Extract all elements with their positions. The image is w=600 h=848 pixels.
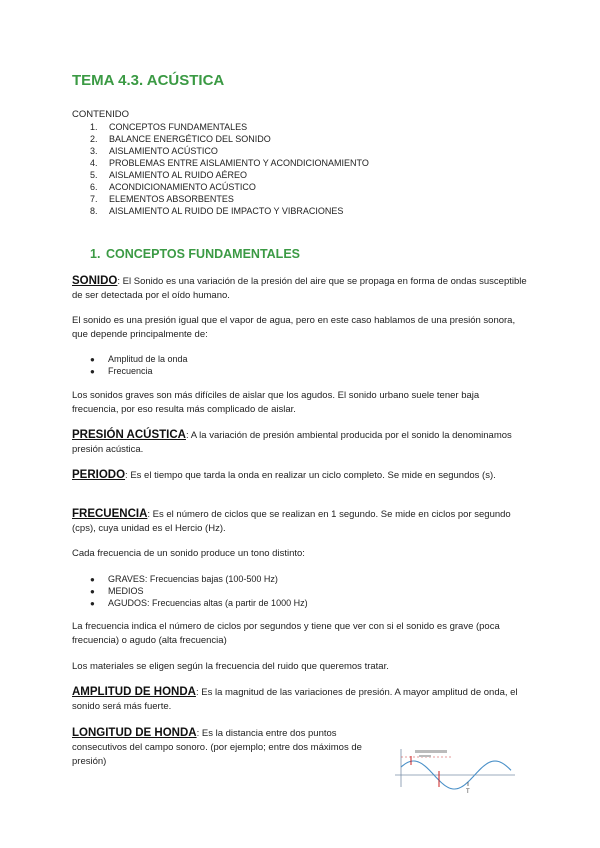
contents-item: 1. CONCEPTOS FUNDAMENTALES [90,122,248,132]
contents-list [90,121,369,217]
longitud-definition: LONGITUD DE HONDA: Es la distancia entre dos puntos consecutivos del campo sonoro. (por ejemplo; entre dos máximos de presión) [72,727,362,767]
contents-heading: CONTENIDO [72,109,129,120]
graves-paragraph: Los sonidos graves son más difíciles de aislar que los agudos. El sonido urbano suele tener baja frecuencia, por eso resulta más complicado de aislar. [72,390,480,415]
sonido-paragraph: El sonido es una presión igual que el vapor de agua, pero en este caso hablamos de una presión sonora, que depende principalmente de: [72,315,516,340]
term-sonido: SONIDO [72,275,118,287]
contents-item: 2. BALANCE ENERGÉTICO DEL SONIDO [90,134,271,144]
wave-annotation-sublabel [419,755,431,757]
term-longitud: LONGITUD DE HONDA [72,727,197,739]
list-item: ● MEDIOS [90,586,144,596]
contents-item: 3. AISLAMIENTO ACÚSTICO [90,146,218,156]
list-item: ● Amplitud de la onda [90,354,188,364]
contents-item: 6. ACONDICIONAMIENTO ACÚSTICO [90,182,256,192]
amplitud-definition: AMPLITUD DE HONDA: Es la magnitud de las variaciones de presión. A mayor amplitud de onda, el sonido será más fuerte. [72,686,518,712]
sonido-definition: SONIDO: El Sonido es una variación de la presión del aire que se propaga en forma de ondas susceptible de ser detectada por el oído humano. [72,275,527,301]
term-periodo: PERIODO [72,469,126,481]
sound-wave-diagram [393,745,518,795]
frecuencia-definition: FRECUENCIA: Es el número de ciclos que se realizan en 1 segundo. Se mide en ciclos por segundo (cps), cuya unidad es el Hercio (Hz). [72,508,511,534]
contents-item: 8. AISLAMIENTO AL RUIDO DE IMPACTO Y VIBRACIONES [90,206,344,216]
section-heading: 1. CONCEPTOS FUNDAMENTALES [90,247,300,261]
contents-item: 7. ELEMENTOS ABSORBENTES [90,194,234,204]
list-item: ● AGUDOS: Frecuencias altas (a partir de 1000 Hz) [90,598,308,608]
materiales-paragraph: Los materiales se eligen según la frecuencia del ruido que queremos tratar. [72,661,389,672]
page-title: TEMA 4.3. ACÚSTICA [72,72,225,89]
sonido-bullets [90,353,188,377]
frecuencia-paragraph: La frecuencia indica el número de ciclos por segundos y tiene que ver con si el sonido es grave (poca frecuencia) o agudo (alta frecuencia) [72,621,500,646]
period-label: T [466,789,470,795]
periodo-definition: PERIODO: Es el tiempo que tarda la onda en realizar un ciclo completo. Se mide en segundos (s). [72,469,496,481]
contents-item: 4. PROBLEMAS ENTRE AISLAMIENTO Y ACONDICIONAMIENTO [90,158,369,168]
wave-annotation-label [415,750,447,753]
term-presion: PRESIÓN ACÚSTICA [72,429,186,441]
tono-paragraph: Cada frecuencia de un sonido produce un tono distinto: [72,548,305,559]
presion-definition: PRESIÓN ACÚSTICA: A la variación de presión ambiental producida por el sonido la denominamos presión acústica. [72,429,512,455]
list-item: ● GRAVES: Frecuencias bajas (100-500 Hz) [90,574,278,584]
contents-item: 5. AISLAMIENTO AL RUIDO AÉREO [90,170,248,180]
tono-bullets [90,573,308,609]
term-amplitud: AMPLITUD DE HONDA [72,686,196,698]
term-frecuencia: FRECUENCIA [72,508,148,520]
list-item: ● Frecuencia [90,366,153,376]
